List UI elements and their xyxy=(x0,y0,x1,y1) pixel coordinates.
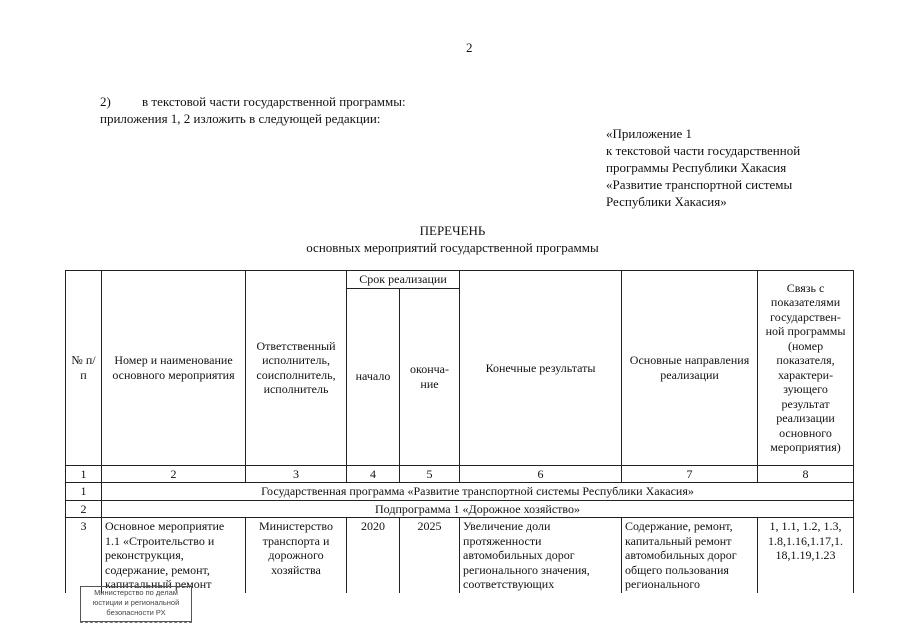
header-results: Конечные результаты xyxy=(460,271,622,466)
stamp-line: Министерство по делам xyxy=(94,588,178,597)
stamp-line: юстиции и региональной xyxy=(92,598,180,607)
column-number: 3 xyxy=(246,465,347,483)
header-num: № п/п xyxy=(66,271,102,466)
intro-line-1: в текстовой части государственной программы: xyxy=(142,94,406,109)
program-title: Государственная программа «Развитие транспортной системы Республики Хакасия» xyxy=(102,483,854,501)
document-title xyxy=(0,222,905,256)
header-link: Связь с показателями государствен-ной программы (номер показателя, характери-зующего результат реализации основного мероприятия) xyxy=(758,271,854,466)
row-number: 1 xyxy=(66,483,102,501)
measure-directions: Содержание, ремонт, капитальный ремонт автомобильных дорог общего пользования регионального xyxy=(622,518,758,593)
column-number: 2 xyxy=(102,465,246,483)
registration-stamp xyxy=(80,586,192,622)
column-number: 4 xyxy=(347,465,400,483)
appendix-reference xyxy=(606,125,800,210)
stamp-divider xyxy=(80,622,192,623)
page-number: 2 xyxy=(466,40,473,55)
title-line-2: основных мероприятий государственной программы xyxy=(306,240,599,255)
column-number: 1 xyxy=(66,465,102,483)
table-row xyxy=(66,500,854,518)
measure-responsible: Министерство транспорта и дорожного хозяйства xyxy=(246,518,347,593)
column-number: 5 xyxy=(400,465,460,483)
column-number: 6 xyxy=(460,465,622,483)
measure-end: 2025 xyxy=(400,518,460,593)
table-row xyxy=(66,483,854,501)
row-number: 2 xyxy=(66,500,102,518)
intro-item-number: 2) xyxy=(100,94,111,109)
header-name: Номер и наименование основного мероприятия xyxy=(102,271,246,466)
header-directions: Основные направления реализации xyxy=(622,271,758,466)
subprogram-title: Подпрограмма 1 «Дорожное хозяйство» xyxy=(102,500,854,518)
appendix-line: «Приложение 1 xyxy=(606,126,693,141)
header-start: начало xyxy=(347,288,400,465)
stamp-line: безопасности РХ xyxy=(106,608,166,617)
appendix-line: к текстовой части государственной xyxy=(606,143,801,158)
header-end: оконча-ние xyxy=(400,288,460,465)
table-row xyxy=(66,518,854,593)
measure-name: Основное мероприятие 1.1 «Строительство и реконструкция, содержание, ремонт, капитальный ремонт xyxy=(102,518,246,593)
intro-line-2: приложения 1, 2 изложить в следующей редакции: xyxy=(100,111,381,126)
appendix-line: «Развитие транспортной системы xyxy=(606,177,793,192)
title-line-1: ПЕРЕЧЕНЬ xyxy=(419,223,486,238)
column-number: 8 xyxy=(758,465,854,483)
measure-link: 1, 1.1, 1.2, 1.3, 1.8,1.16,1.17,1. 18,1.19,1.23 xyxy=(758,518,854,593)
intro-paragraph xyxy=(100,93,406,127)
appendix-line: программы Республики Хакасия xyxy=(606,160,787,175)
measure-start: 2020 xyxy=(347,518,400,593)
column-number-row xyxy=(66,465,854,483)
row-number: 3 xyxy=(66,518,102,593)
header-responsible: Ответственный исполнитель, соисполнитель, исполнитель xyxy=(246,271,347,466)
measure-results: Увеличение доли протяженности автомобильных дорог регионального значения, соответствующих xyxy=(460,518,622,593)
measures-table xyxy=(65,270,854,593)
header-period: Срок реализации xyxy=(347,271,460,289)
column-number: 7 xyxy=(622,465,758,483)
appendix-line: Республики Хакасия» xyxy=(606,194,727,209)
